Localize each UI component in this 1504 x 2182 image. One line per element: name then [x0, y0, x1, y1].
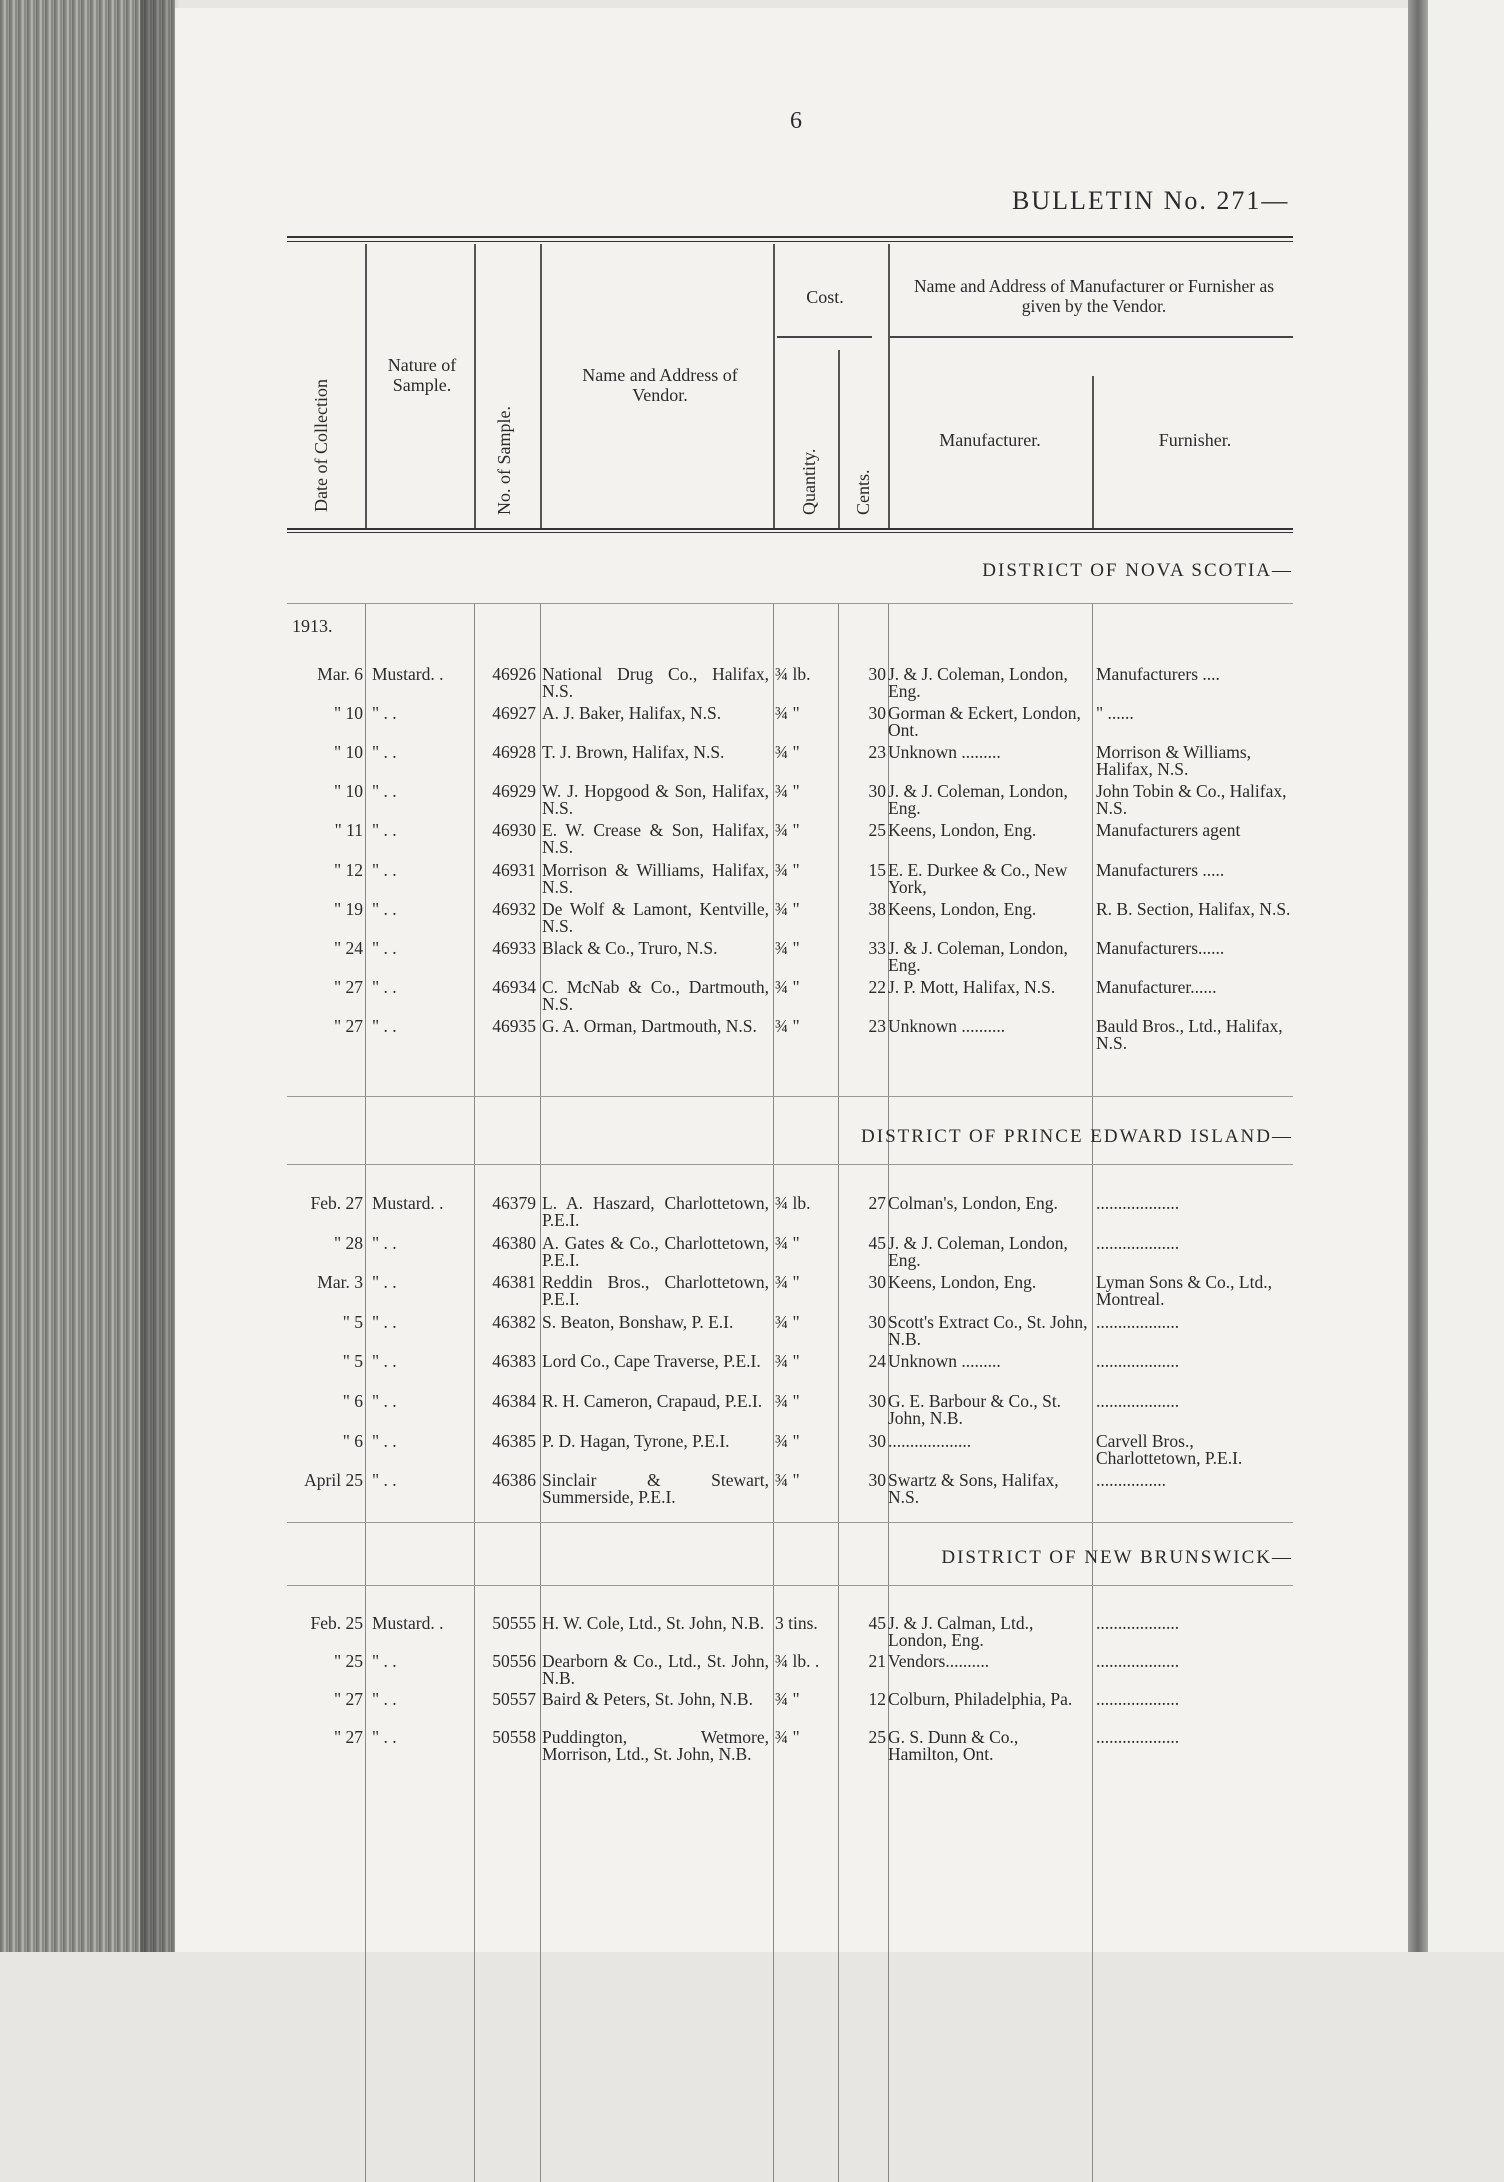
- header-nature: Nature of Sample.: [387, 355, 457, 395]
- row-vendor: S. Beaton, Bonshaw, P. E.I.: [542, 1311, 734, 1332]
- row-sample-number: 46935: [492, 1015, 536, 1036]
- row-vendor: G. A. Orman, Dartmouth, N.S.: [542, 1015, 757, 1036]
- row-vendor: Morrison & Williams, Halifax, N.S.: [542, 859, 769, 897]
- hdr-vline-7: [1092, 376, 1094, 528]
- row-furnisher: Lyman Sons & Co., Ltd., Montreal.: [1096, 1272, 1272, 1310]
- row-vendor: E. W. Crease & Son, Halifax, N.S.: [542, 820, 769, 858]
- row-nature: " . .: [372, 898, 397, 919]
- row-cents: 25: [868, 1727, 886, 1747]
- table-row: [0, 1274, 1504, 1314]
- row-sample-number: 46384: [492, 1391, 536, 1411]
- row-date: Mar. 6: [317, 664, 363, 684]
- row-cents: 30: [868, 664, 886, 684]
- row-furnisher: Carvell Bros., Charlottetown, P.E.I.: [1096, 1430, 1243, 1468]
- row-vendor: Reddin Bros., Charlottetown, P.E.I.: [542, 1272, 769, 1310]
- row-cents: 45: [868, 1232, 886, 1253]
- header-vendor: Name and Address of Vendor.: [582, 365, 738, 405]
- row-date: " 5: [342, 1351, 363, 1372]
- row-cents: 30: [868, 1391, 886, 1411]
- row-quantity: ¾ ": [775, 1272, 800, 1293]
- page-number: 6: [790, 108, 802, 134]
- row-manufacturer: Vendors..........: [888, 1651, 990, 1671]
- row-vendor: Lord Co., Cape Traverse, P.E.I.: [542, 1351, 761, 1372]
- row-sample-number: 46380: [492, 1232, 536, 1253]
- row-date: Feb. 25: [310, 1613, 363, 1633]
- row-furnisher: ...................: [1096, 1391, 1180, 1411]
- row-date: " 24: [333, 937, 363, 958]
- row-vendor: H. W. Cole, Ltd., St. John, N.B.: [542, 1613, 765, 1633]
- nb-rule: [287, 1585, 1293, 1586]
- row-furnisher: John Tobin & Co., Halifax, N.S.: [1096, 781, 1287, 819]
- row-cents: 38: [868, 898, 886, 919]
- row-furnisher: Manufacturers......: [1096, 937, 1225, 958]
- pei-end-rule: [287, 1522, 1293, 1523]
- header-quantity: Quantity.: [799, 448, 819, 515]
- row-sample-number: 46933: [492, 937, 536, 958]
- nova-scotia-end-rule: [287, 1096, 1293, 1097]
- hdr-vline-4: [773, 244, 775, 528]
- header-cents: Cents.: [853, 469, 873, 515]
- row-furnisher: " ......: [1096, 703, 1134, 724]
- table-row: [0, 1430, 1504, 1473]
- row-nature: " . .: [372, 1727, 397, 1747]
- table-row: [0, 1729, 1504, 1769]
- row-manufacturer: J. P. Mott, Halifax, N.S.: [888, 976, 1056, 997]
- row-sample-number: 46931: [492, 859, 536, 880]
- row-quantity: ¾ ": [775, 781, 800, 802]
- row-nature: " . .: [372, 703, 397, 724]
- row-date: " 6: [342, 1391, 363, 1411]
- table-row: [0, 937, 1504, 980]
- row-date: " 27: [333, 1689, 363, 1709]
- header-furnisher: Furnisher.: [1158, 430, 1232, 450]
- row-manufacturer: E. E. Durkee & Co., New York,: [888, 859, 1068, 897]
- row-vendor: Sinclair & Stewart, Summerside, P.E.I.: [542, 1470, 769, 1508]
- row-manufacturer: J. & J. Coleman, London, Eng.: [888, 781, 1068, 819]
- table-row: [0, 898, 1504, 941]
- row-quantity: ¾ ": [775, 1232, 800, 1253]
- row-sample-number: 46383: [492, 1351, 536, 1372]
- row-cents: 30: [868, 1272, 886, 1293]
- row-vendor: C. McNab & Co., Dartmouth, N.S.: [542, 976, 769, 1014]
- header-number: No. of Sample.: [494, 406, 514, 515]
- row-date: " 27: [333, 1727, 363, 1747]
- row-cents: 21: [868, 1651, 886, 1671]
- row-date: Feb. 27: [310, 1193, 363, 1213]
- row-cents: 15: [868, 859, 886, 880]
- row-manufacturer: J. & J. Coleman, London, Eng.: [888, 937, 1068, 975]
- row-cents: 30: [868, 1430, 886, 1451]
- table-row: [0, 1232, 1504, 1275]
- row-quantity: ¾ ": [775, 820, 800, 841]
- row-furnisher: ................: [1096, 1470, 1166, 1491]
- table-row: [0, 822, 1504, 862]
- row-manufacturer: G. E. Barbour & Co., St. John, N.B.: [888, 1391, 1062, 1428]
- row-vendor: National Drug Co., Halifax, N.S.: [542, 664, 769, 701]
- row-nature: " . .: [372, 1391, 397, 1411]
- table-row: [0, 744, 1504, 784]
- row-sample-number: 50556: [492, 1651, 536, 1671]
- row-nature: " . .: [372, 1351, 397, 1372]
- row-manufacturer: Scott's Extract Co., St. John, N.B.: [888, 1311, 1088, 1349]
- row-nature: " . .: [372, 1015, 397, 1036]
- row-quantity: ¾ ": [775, 742, 800, 763]
- table-row: [0, 1195, 1504, 1235]
- table-row: [0, 859, 1504, 902]
- row-sample-number: 50555: [492, 1613, 536, 1633]
- row-furnisher: Bauld Bros., Ltd., Halifax, N.S.: [1096, 1015, 1283, 1053]
- row-nature: " . .: [372, 781, 397, 802]
- row-manufacturer: Swartz & Sons, Halifax, N.S.: [888, 1470, 1059, 1508]
- row-date: " 5: [342, 1311, 363, 1332]
- table-row: [0, 1393, 1504, 1433]
- row-cents: 25: [868, 820, 886, 841]
- row-nature: " . .: [372, 1430, 397, 1451]
- row-cents: 22: [868, 976, 886, 997]
- row-quantity: ¾ ": [775, 1311, 800, 1332]
- row-nature: " . .: [372, 1651, 397, 1671]
- hdr-vline-1: [365, 244, 367, 528]
- row-cents: 45: [868, 1613, 886, 1633]
- row-vendor: De Wolf & Lamont, Kentville, N.S.: [542, 898, 769, 936]
- header-bottom-rule-thin: [287, 532, 1293, 533]
- row-manufacturer: Gorman & Eckert, London, Ont.: [888, 703, 1081, 741]
- row-furnisher: Morrison & Williams, Halifax, N.S.: [1096, 742, 1252, 780]
- row-cents: 30: [868, 781, 886, 802]
- table-row: [0, 976, 1504, 1019]
- section-title-new-brunswick: DISTRICT OF NEW BRUNSWICK—: [941, 1547, 1293, 1568]
- section-title-pei: DISTRICT OF PRINCE EDWARD ISLAND—: [861, 1126, 1293, 1147]
- header-top-rule-thin: [287, 241, 1293, 242]
- row-date: " 10: [333, 742, 363, 763]
- row-nature: " . .: [372, 1272, 397, 1293]
- row-date: " 11: [334, 820, 363, 841]
- hdr-vline-5: [838, 350, 840, 528]
- header-maker-group: Name and Address of Manufacturer or Furnisher as given by the Vendor.: [913, 276, 1275, 316]
- pei-rule: [287, 1164, 1293, 1165]
- row-manufacturer: Keens, London, Eng.: [888, 898, 1037, 919]
- row-vendor: A. J. Baker, Halifax, N.S.: [542, 703, 722, 724]
- table-row: [0, 1311, 1504, 1354]
- header-top-rule: [287, 236, 1293, 238]
- row-nature: " . .: [372, 742, 397, 763]
- row-cents: 33: [868, 937, 886, 958]
- row-sample-number: 50558: [492, 1727, 536, 1747]
- row-vendor: R. H. Cameron, Crapaud, P.E.I.: [542, 1391, 763, 1411]
- row-furnisher: Manufacturer......: [1096, 976, 1217, 997]
- row-quantity: ¾ ": [775, 1351, 800, 1372]
- table-row: [0, 783, 1504, 823]
- table-row: [0, 705, 1504, 745]
- hdr-vline-6: [888, 244, 890, 528]
- row-quantity: ¾ ": [775, 1430, 800, 1451]
- year-label: 1913.: [292, 616, 333, 636]
- table-row: [0, 1353, 1504, 1393]
- row-sample-number: 46385: [492, 1430, 536, 1451]
- row-vendor: Puddington, Wetmore, Morrison, Ltd., St. John, N.B.: [542, 1727, 769, 1764]
- row-date: Mar. 3: [317, 1272, 363, 1293]
- row-vendor: Dearborn & Co., Ltd., St. John, N.B.: [542, 1651, 769, 1688]
- row-sample-number: 46386: [492, 1470, 536, 1491]
- row-date: " 28: [333, 1232, 363, 1253]
- row-nature: " . .: [372, 859, 397, 880]
- row-sample-number: 46382: [492, 1311, 536, 1332]
- row-nature: " . .: [372, 1689, 397, 1709]
- cost-subrule: [777, 336, 872, 338]
- row-furnisher: Manufacturers agent: [1096, 820, 1241, 841]
- row-cents: 24: [868, 1351, 886, 1372]
- row-vendor: T. J. Brown, Halifax, N.S.: [542, 742, 725, 763]
- row-furnisher: Manufacturers ....: [1096, 664, 1220, 684]
- row-furnisher: R. B. Section, Halifax, N.S.: [1096, 898, 1291, 919]
- row-quantity: ¾ ": [775, 1015, 800, 1036]
- row-nature: " . .: [372, 1232, 397, 1253]
- running-head: BULLETIN No. 271—: [1012, 186, 1290, 215]
- row-cents: 30: [868, 1311, 886, 1332]
- row-date: " 10: [333, 703, 363, 724]
- row-quantity: ¾ lb.: [775, 664, 811, 684]
- row-furnisher: ...................: [1096, 1651, 1180, 1671]
- header-cost: Cost.: [806, 287, 844, 307]
- row-sample-number: 50557: [492, 1689, 536, 1709]
- row-quantity: ¾ ": [775, 703, 800, 724]
- row-furnisher: ...................: [1096, 1232, 1180, 1253]
- row-furnisher: ...................: [1096, 1193, 1180, 1213]
- table-row: [0, 666, 1504, 706]
- row-manufacturer: Unknown .........: [888, 1351, 1001, 1372]
- row-quantity: ¾ lb. .: [775, 1651, 820, 1671]
- row-sample-number: 46927: [492, 703, 536, 724]
- row-quantity: ¾ ": [775, 976, 800, 997]
- row-vendor: L. A. Haszard, Charlottetown, P.E.I.: [542, 1193, 769, 1230]
- table-row: [0, 1691, 1504, 1731]
- row-quantity: ¾ ": [775, 1689, 800, 1709]
- row-furnisher: Manufacturers .....: [1096, 859, 1225, 880]
- row-sample-number: 46928: [492, 742, 536, 763]
- row-nature: Mustard. .: [372, 1613, 444, 1633]
- row-date: " 10: [333, 781, 363, 802]
- row-date: April 25: [304, 1470, 363, 1491]
- row-furnisher: ...................: [1096, 1311, 1180, 1332]
- row-nature: " . .: [372, 937, 397, 958]
- hdr-vline-2: [474, 244, 476, 528]
- row-quantity: ¾ ": [775, 1470, 800, 1491]
- row-date: " 25: [333, 1651, 363, 1671]
- row-cents: 23: [868, 742, 886, 763]
- row-manufacturer: Keens, London, Eng.: [888, 1272, 1037, 1293]
- row-date: " 27: [333, 1015, 363, 1036]
- row-sample-number: 46379: [492, 1193, 536, 1213]
- section-title-nova-scotia: DISTRICT OF NOVA SCOTIA—: [982, 560, 1293, 581]
- row-cents: 23: [868, 1015, 886, 1036]
- row-date: " 12: [333, 859, 363, 880]
- nova-scotia-rule: [287, 603, 1293, 604]
- row-vendor: A. Gates & Co., Charlottetown, P.E.I.: [542, 1232, 769, 1270]
- row-nature: " . .: [372, 976, 397, 997]
- row-furnisher: ...................: [1096, 1351, 1180, 1372]
- row-furnisher: ...................: [1096, 1727, 1180, 1747]
- header-date: Date of Collection: [311, 379, 331, 512]
- row-manufacturer: Colburn, Philadelphia, Pa.: [888, 1689, 1073, 1709]
- row-sample-number: 46934: [492, 976, 536, 997]
- row-quantity: ¾ lb.: [775, 1193, 811, 1213]
- row-manufacturer: Colman's, London, Eng.: [888, 1193, 1058, 1213]
- row-quantity: ¾ ": [775, 859, 800, 880]
- row-nature: " . .: [372, 820, 397, 841]
- table-row: [0, 1615, 1504, 1655]
- row-cents: 30: [868, 1470, 886, 1491]
- row-manufacturer: G. S. Dunn & Co., Hamilton, Ont.: [888, 1727, 1019, 1764]
- table-row: [0, 1472, 1504, 1512]
- row-date: " 27: [333, 976, 363, 997]
- row-manufacturer: J. & J. Calman, Ltd., London, Eng.: [888, 1613, 1034, 1650]
- row-manufacturer: Keens, London, Eng.: [888, 820, 1037, 841]
- row-quantity: ¾ ": [775, 937, 800, 958]
- header-bottom-rule: [287, 528, 1293, 530]
- row-furnisher: ...................: [1096, 1689, 1180, 1709]
- row-cents: 12: [868, 1689, 886, 1709]
- row-sample-number: 46929: [492, 781, 536, 802]
- row-nature: Mustard. .: [372, 664, 444, 684]
- row-sample-number: 46381: [492, 1272, 536, 1293]
- row-vendor: W. J. Hopgood & Son, Halifax, N.S.: [542, 781, 769, 819]
- row-manufacturer: Unknown ..........: [888, 1015, 1006, 1036]
- row-vendor: P. D. Hagan, Tyrone, P.E.I.: [542, 1430, 730, 1451]
- row-cents: 27: [868, 1193, 886, 1213]
- row-vendor: Baird & Peters, St. John, N.B.: [542, 1689, 753, 1709]
- row-nature: " . .: [372, 1311, 397, 1332]
- table-row: [0, 1015, 1504, 1058]
- row-manufacturer: J. & J. Coleman, London, Eng.: [888, 1232, 1068, 1270]
- row-quantity: ¾ ": [775, 1727, 800, 1747]
- row-furnisher: ...................: [1096, 1613, 1180, 1633]
- row-nature: Mustard. .: [372, 1193, 444, 1213]
- row-date: " 19: [333, 898, 363, 919]
- table-row: [0, 1653, 1504, 1693]
- row-quantity: ¾ ": [775, 1391, 800, 1411]
- row-nature: " . .: [372, 1470, 397, 1491]
- hdr-vline-3: [540, 244, 542, 528]
- row-manufacturer: J. & J. Coleman, London, Eng.: [888, 664, 1068, 701]
- row-quantity: ¾ ": [775, 898, 800, 919]
- row-sample-number: 46930: [492, 820, 536, 841]
- row-quantity: 3 tins.: [775, 1613, 818, 1633]
- row-date: " 6: [342, 1430, 363, 1451]
- row-cents: 30: [868, 703, 886, 724]
- row-sample-number: 46932: [492, 898, 536, 919]
- row-manufacturer: Unknown .........: [888, 742, 1001, 763]
- maker-subrule: [890, 336, 1293, 338]
- row-manufacturer: ...................: [888, 1430, 972, 1451]
- row-sample-number: 46926: [492, 664, 536, 684]
- row-vendor: Black & Co., Truro, N.S.: [542, 937, 718, 958]
- header-manufacturer: Manufacturer.: [939, 430, 1041, 450]
